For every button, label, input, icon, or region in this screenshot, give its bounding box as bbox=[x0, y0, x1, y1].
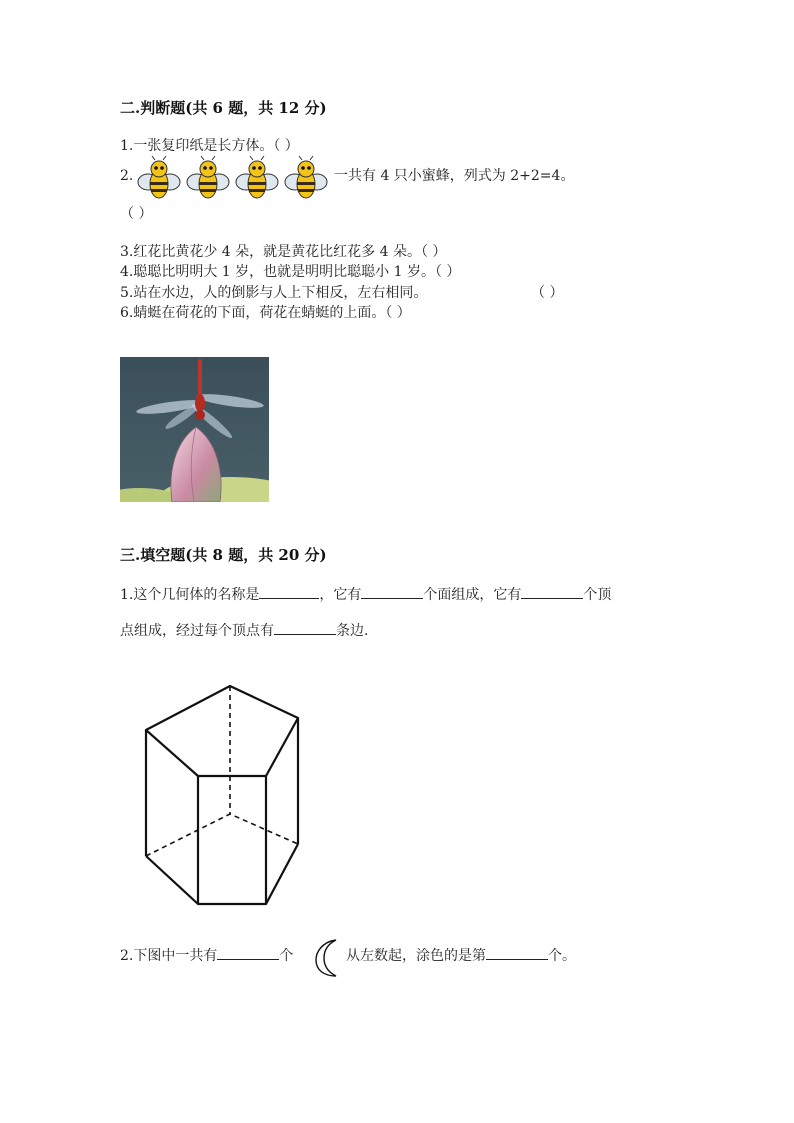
fill-question-1-line-1 bbox=[120, 584, 611, 604]
dragonfly-lotus-photo bbox=[120, 357, 269, 502]
prism-top-face bbox=[146, 686, 298, 776]
judge-question-4: 4.聪聪比明明大 1 岁，也就是明明比聪聪小 1 岁。（ ） bbox=[120, 264, 461, 280]
dragonfly-lotus-image bbox=[120, 357, 269, 502]
fill-q1-text-f: 条边. bbox=[336, 623, 369, 639]
bee-icon bbox=[236, 156, 278, 198]
bee-row bbox=[134, 154, 334, 202]
fill-question-2-part-1 bbox=[120, 945, 293, 965]
fill-q2-text-a: 2.下图中一共有 bbox=[120, 948, 218, 964]
bee-icon bbox=[187, 156, 229, 198]
answer-blank-moon-count[interactable] bbox=[217, 945, 279, 960]
bee-icon bbox=[138, 156, 180, 198]
judge-question-1: 1.一张复印纸是长方体。（ ） bbox=[120, 138, 299, 154]
fill-q1-text-e: 点组成，经过每个顶点有 bbox=[120, 623, 274, 639]
judge-question-5: 5.站在水边，人的倒影与人上下相反，左右相同。 bbox=[120, 285, 428, 301]
bee-group bbox=[134, 154, 334, 202]
answer-blank-shaded-position[interactable] bbox=[486, 945, 548, 960]
answer-blank-edges-per-vertex[interactable] bbox=[274, 620, 336, 635]
fill-q1-text-a: 1.这个几何体的名称是 bbox=[120, 587, 260, 603]
fill-question-1-line-2 bbox=[120, 620, 368, 640]
fill-q2-text-c: 从左数起，涂色的是第 bbox=[346, 948, 486, 964]
question-2-number: 2. bbox=[120, 168, 134, 184]
question-5-answer-paren: （ ） bbox=[531, 285, 564, 301]
judge-question-2 bbox=[120, 167, 133, 185]
judge-question-3: 3.红花比黄花少 4 朵，就是黄花比红花多 4 朵。（ ） bbox=[120, 244, 447, 260]
fill-question-2-part-2 bbox=[346, 945, 576, 965]
prism-bottom-visible-edges bbox=[146, 844, 298, 904]
fill-q2-text-b: 个 bbox=[279, 948, 294, 964]
pentagonal-prism-diagram bbox=[130, 672, 315, 917]
prism-hidden-bottom-edges bbox=[146, 814, 298, 856]
section-2-title: 二.判断题(共 6 题，共 12 分) bbox=[120, 99, 327, 117]
fill-q1-text-b: ，它有 bbox=[319, 587, 362, 603]
answer-blank-shape-name[interactable] bbox=[259, 584, 319, 599]
bee-icon bbox=[285, 156, 327, 198]
answer-blank-vertex-count[interactable] bbox=[521, 584, 583, 599]
section-3-title: 三.填空题(共 8 题，共 20 分) bbox=[120, 546, 327, 564]
fill-q1-text-d: 个顶 bbox=[583, 587, 612, 603]
answer-blank-face-count[interactable] bbox=[361, 584, 423, 599]
crescent-moon-icon bbox=[312, 938, 346, 978]
fill-q2-text-d: 个。 bbox=[548, 948, 576, 964]
judge-question-6: 6.蜻蜓在荷花的下面，荷花在蜻蜓的上面。（ ） bbox=[120, 305, 411, 321]
question-2-answer-paren: （ ） bbox=[120, 206, 153, 222]
fill-q1-text-c: 个面组成，它有 bbox=[423, 587, 522, 603]
question-2-text: 一共有 4 只小蜜蜂，列式为 2+2=4。 bbox=[334, 168, 575, 184]
